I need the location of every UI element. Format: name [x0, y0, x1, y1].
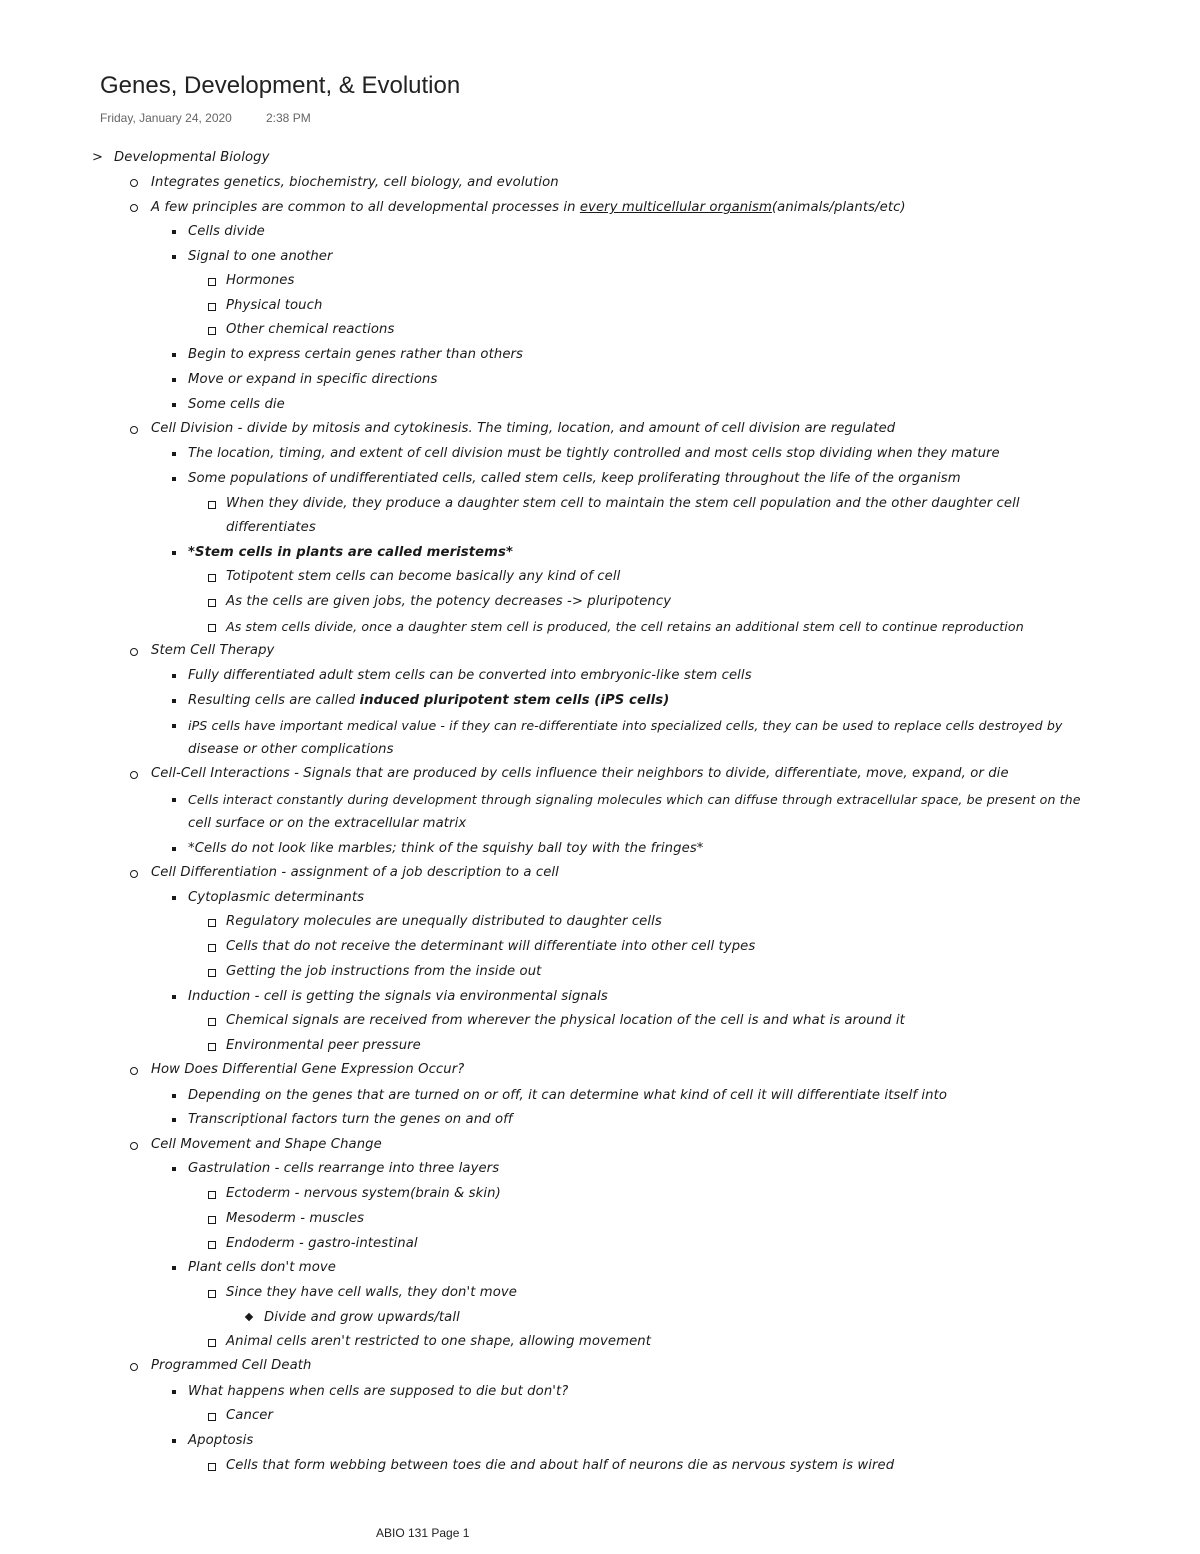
note-line: Apoptosis [188, 1433, 254, 1448]
square-bullet-icon [172, 255, 176, 259]
note-line: The location, timing, and extent of cell division must be tightly controlled and most cells stop dividing when they mature [188, 446, 1000, 461]
hollow-square-bullet-icon [208, 327, 216, 335]
square-bullet-icon [172, 1439, 176, 1443]
hollow-square-bullet-icon [208, 919, 216, 927]
square-bullet-icon [172, 724, 176, 728]
hollow-square-bullet-icon [208, 1018, 216, 1026]
note-line: Cell Differentiation - assignment of a job description to a cell [151, 865, 559, 880]
square-bullet-icon [172, 699, 176, 703]
hollow-square-bullet-icon [208, 574, 216, 582]
square-bullet-icon [172, 1094, 176, 1098]
circle-bullet-icon [130, 1067, 138, 1075]
hollow-square-bullet-icon [208, 1339, 216, 1347]
note-line: Cells interact constantly during development through signaling molecules which can diffuse through extracellular space, be present on the [188, 792, 1081, 807]
note-line: Transcriptional factors turn the genes on and off [188, 1112, 513, 1127]
note-line: Since they have cell walls, they don't move [226, 1285, 518, 1300]
hollow-square-bullet-icon [208, 1216, 216, 1224]
note-line: disease or other complications [188, 742, 394, 757]
square-bullet-icon [172, 1390, 176, 1394]
note-line: iPS cells have important medical value - if they can re-differentiate into specialized cells, they can be used to replace cells destroyed by [188, 718, 1063, 733]
note-line: Some cells die [188, 397, 285, 412]
page-footer: ABIO 131 Page 1 [376, 1526, 470, 1540]
hollow-square-bullet-icon [208, 1191, 216, 1199]
hollow-square-bullet-icon [208, 1413, 216, 1421]
note-line: Resulting cells are called induced pluripotent stem cells (iPS cells) [188, 693, 670, 708]
square-bullet-icon [172, 995, 176, 999]
circle-bullet-icon [130, 648, 138, 656]
hollow-square-bullet-icon [208, 969, 216, 977]
note-line: Totipotent stem cells can become basically any kind of cell [226, 569, 621, 584]
circle-bullet-icon [130, 426, 138, 434]
note-line: Cells that do not receive the determinant will differentiate into other cell types [226, 939, 756, 954]
note-line: Depending on the genes that are turned on or off, it can determine what kind of cell it will differentiate itself into [188, 1088, 948, 1103]
note-date: Friday, January 24, 2020 [100, 111, 232, 125]
square-bullet-icon [172, 896, 176, 900]
arrow-bullet-icon: > [92, 150, 103, 165]
hollow-square-bullet-icon [208, 624, 216, 632]
square-bullet-icon [172, 551, 176, 555]
note-line: cell surface or on the extracellular matrix [188, 816, 467, 831]
page-title: Genes, Development, & Evolution [100, 72, 461, 99]
note-line: How Does Differential Gene Expression Occur? [151, 1062, 465, 1077]
square-bullet-icon [172, 378, 176, 382]
note-line: Cell-Cell Interactions - Signals that are produced by cells influence their neighbors to divide, differentiate, move, expand, or die [151, 766, 1009, 781]
hollow-square-bullet-icon [208, 1290, 216, 1298]
circle-bullet-icon [130, 870, 138, 878]
circle-bullet-icon [130, 1142, 138, 1150]
hollow-square-bullet-icon [208, 303, 216, 311]
hollow-square-bullet-icon [208, 501, 216, 509]
note-line: Other chemical reactions [226, 322, 395, 337]
note-line: Programmed Cell Death [151, 1358, 312, 1373]
note-line: Cancer [226, 1408, 274, 1423]
note-line: Signal to one another [188, 249, 333, 264]
diamond-bullet-icon [245, 1313, 253, 1321]
note-line: Stem Cell Therapy [151, 643, 275, 658]
note-line: *Stem cells in plants are called meristems* [188, 545, 513, 560]
circle-bullet-icon [130, 1363, 138, 1371]
note-line: Plant cells don't move [188, 1260, 336, 1275]
square-bullet-icon [172, 847, 176, 851]
hollow-square-bullet-icon [208, 278, 216, 286]
note-line: Begin to express certain genes rather than others [188, 347, 524, 362]
hollow-square-bullet-icon [208, 599, 216, 607]
note-line: Animal cells aren't restricted to one shape, allowing movement [226, 1334, 652, 1349]
note-line: Induction - cell is getting the signals via environmental signals [188, 989, 608, 1004]
note-line: Some populations of undifferentiated cells, called stem cells, keep proliferating throughout the life of the organism [188, 471, 961, 486]
square-bullet-icon [172, 674, 176, 678]
square-bullet-icon [172, 1266, 176, 1270]
note-line: *Cells do not look like marbles; think of the squishy ball toy with the fringes* [188, 841, 704, 856]
note-line: Endoderm - gastro-intestinal [226, 1236, 418, 1251]
note-line: Cells divide [188, 224, 265, 239]
note-line: When they divide, they produce a daughter stem cell to maintain the stem cell population and the other daughter cell [226, 496, 1020, 511]
note-line: Developmental Biology [114, 150, 270, 165]
square-bullet-icon [172, 452, 176, 456]
note-line: differentiates [226, 520, 316, 535]
circle-bullet-icon [130, 771, 138, 779]
note-line: Cytoplasmic determinants [188, 890, 365, 905]
hollow-square-bullet-icon [208, 1241, 216, 1249]
note-line: Ectoderm - nervous system(brain & skin) [226, 1186, 501, 1201]
note-line: As stem cells divide, once a daughter stem cell is produced, the cell retains an additional stem cell to continue reproduction [226, 619, 1024, 634]
hollow-square-bullet-icon [208, 944, 216, 952]
square-bullet-icon [172, 403, 176, 407]
note-line: Integrates genetics, biochemistry, cell biology, and evolution [151, 175, 559, 190]
square-bullet-icon [172, 1167, 176, 1171]
square-bullet-icon [172, 477, 176, 481]
square-bullet-icon [172, 798, 176, 802]
note-line: Physical touch [226, 298, 323, 313]
hollow-square-bullet-icon [208, 1463, 216, 1471]
note-line: Regulatory molecules are unequally distributed to daughter cells [226, 914, 662, 929]
note-line: What happens when cells are supposed to die but don't? [188, 1384, 569, 1399]
note-line: Chemical signals are received from wherever the physical location of the cell is and what is around it [226, 1013, 905, 1028]
note-line: Cell Movement and Shape Change [151, 1137, 382, 1152]
square-bullet-icon [172, 230, 176, 234]
note-line: Getting the job instructions from the inside out [226, 964, 542, 979]
note-line: Move or expand in specific directions [188, 372, 438, 387]
note-line: A few principles are common to all developmental processes in every multicellular organism(animals/plants/etc) [151, 200, 906, 215]
note-line: Cell Division - divide by mitosis and cytokinesis. The timing, location, and amount of cell division are regulated [151, 421, 896, 436]
note-line: Hormones [226, 273, 295, 288]
circle-bullet-icon [130, 179, 138, 187]
note-line: Fully differentiated adult stem cells can be converted into embryonic-like stem cells [188, 668, 752, 683]
note-line: Mesoderm - muscles [226, 1211, 365, 1226]
square-bullet-icon [172, 353, 176, 357]
note-time: 2:38 PM [266, 111, 311, 125]
square-bullet-icon [172, 1118, 176, 1122]
circle-bullet-icon [130, 204, 138, 212]
hollow-square-bullet-icon [208, 1043, 216, 1051]
note-line: Gastrulation - cells rearrange into three layers [188, 1161, 500, 1176]
note-line: Cells that form webbing between toes die and about half of neurons die as nervous system is wired [226, 1458, 895, 1473]
note-line: As the cells are given jobs, the potency decreases -> pluripotency [226, 594, 672, 609]
note-line: Divide and grow upwards/tall [264, 1310, 460, 1325]
note-line: Environmental peer pressure [226, 1038, 421, 1053]
